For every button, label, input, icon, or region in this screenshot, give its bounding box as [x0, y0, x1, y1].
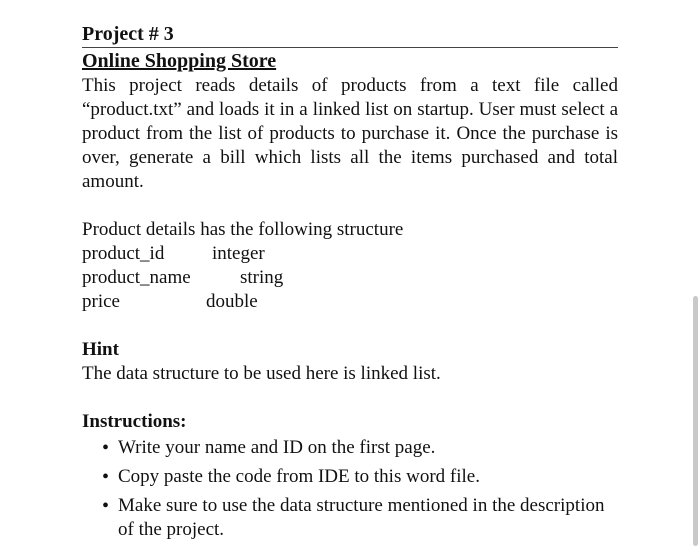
instruction-text: Copy paste the code from IDE to this word file.	[118, 466, 480, 487]
list-item	[100, 465, 618, 489]
vertical-scrollbar[interactable]	[693, 296, 698, 546]
structure-intro: Product details has the following structure	[82, 219, 404, 240]
instruction-text: Make sure to use the data structure mentioned in the description of the project.	[118, 495, 605, 540]
hint-heading: Hint	[82, 339, 119, 360]
project-description: This project reads details of products from a text file called “product.txt” and loads it in a linked list on startup. User must select a product from the list of products to purchase it. Once the purchase is over, generate a bill which lists all the items purchased and total amount.	[82, 75, 618, 192]
list-item	[100, 494, 618, 542]
bullet-icon: •	[102, 437, 110, 459]
field-type: string	[240, 267, 284, 288]
document-body	[82, 22, 618, 547]
field-name: price	[82, 291, 120, 312]
field-name: product_id	[82, 243, 165, 264]
field-row-product-name	[82, 266, 618, 290]
instruction-text: Write your name and ID on the first page.	[118, 437, 436, 458]
field-row-product-id	[82, 242, 618, 266]
field-type: double	[206, 291, 258, 312]
field-type: integer	[212, 243, 265, 264]
instructions-list	[82, 436, 618, 542]
project-title: Project # 3	[82, 22, 618, 48]
bullet-icon: •	[102, 466, 110, 488]
hint-text: The data structure to be used here is linked list.	[82, 363, 441, 384]
instructions-heading: Instructions:	[82, 411, 187, 432]
field-name: product_name	[82, 267, 191, 288]
field-row-price	[82, 290, 618, 314]
project-subtitle: Online Shopping Store	[82, 50, 277, 72]
bullet-icon: •	[102, 495, 110, 517]
list-item	[100, 436, 618, 460]
